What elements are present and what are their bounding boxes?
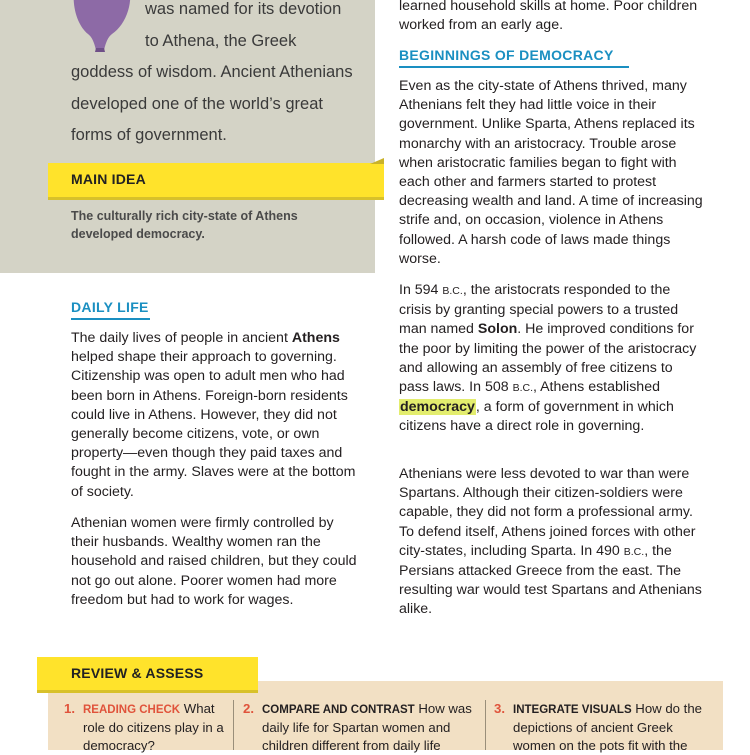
question-1-label: READING CHECK bbox=[83, 704, 181, 716]
era-label: B.C. bbox=[442, 285, 463, 297]
question-1-text: What role do citizens play in a democracy? bbox=[83, 701, 224, 753]
question-3-text: How do the depictions of ancient Greek women on the pots fit with the bbox=[513, 701, 703, 753]
text-span: , a form of government in which citizens have a direct role in governing. bbox=[399, 399, 674, 435]
banner-fold bbox=[370, 158, 384, 164]
text-span: , the Persians attacked Greece from the east. The resulting war would test Spartans and Athenians alike. bbox=[399, 542, 702, 618]
question-1 bbox=[64, 700, 227, 755]
term-athens: Athens bbox=[291, 330, 340, 346]
text-span: In 594 bbox=[399, 282, 443, 298]
democracy-paragraph-1: Even as the city-state of Athens thrived, many Athenians felt they had little voice in their government. Unlike Sparta, Athens replaced its monarchy with an aristocracy. Trouble arose when aristocratic families began to fight with each other and farmers started to protest decreasing wealth and land. A time of increasing strife and, on occasion, violence in Athens followed. A harsh code of laws made things worse. bbox=[399, 78, 703, 267]
vocab-democracy-highlight: democracy bbox=[400, 399, 475, 416]
text-span: , the aristocrats responded to the crisis by granting special powers to a trusted man named bbox=[399, 282, 679, 338]
right-top-text: learned household skills at home. Poor children worked from an early age. bbox=[399, 0, 698, 34]
review-assess-label: REVIEW & ASSESS bbox=[71, 665, 204, 681]
text-span: The daily lives of people in ancient bbox=[71, 330, 292, 346]
daily-life-underline bbox=[71, 318, 150, 320]
question-3-number: 3. bbox=[494, 701, 505, 716]
democracy-paragraph-2 bbox=[399, 281, 704, 437]
term-solon: Solon bbox=[477, 321, 518, 338]
question-divider bbox=[485, 700, 486, 750]
text-span: . He improved conditions for the poor by limiting the power of the aristocracy and allowing an assembly of free citizens to pass laws. In 508 bbox=[399, 321, 697, 396]
text-span: Athenians were less devoted to war than were Spartans. Although their citizen-soldiers were capable, they did not form a professional army. To defend itself, Athens joined forces with other city-states, including Sparta. In 490 bbox=[399, 466, 696, 559]
question-2-label: COMPARE AND CONTRAST bbox=[262, 704, 415, 716]
question-2-number: 2. bbox=[243, 701, 254, 716]
intro-line-2: to Athena, the Greek bbox=[145, 31, 297, 50]
main-idea-text: The culturally rich city-state of Athens developed democracy. bbox=[71, 209, 298, 241]
main-idea-label: MAIN IDEA bbox=[71, 171, 146, 187]
question-2 bbox=[243, 700, 482, 755]
question-2-text: How was daily life for Spartan women and children different from daily life bbox=[262, 701, 472, 753]
question-3 bbox=[494, 700, 713, 755]
question-3-label: INTEGRATE VISUALS bbox=[513, 704, 632, 716]
beginnings-underline bbox=[399, 66, 629, 68]
daily-life-paragraph-1 bbox=[71, 329, 363, 502]
daily-life-paragraph-2: Athenian women were firmly controlled by their husbands. Wealthy women ran the household and raised children, but they could not go out alone. Poorer women had more freedom but had to work for wages. bbox=[71, 515, 357, 608]
beginnings-of-democracy-heading: BEGINNINGS OF DEMOCRACY bbox=[399, 47, 614, 63]
era-label: B.C. bbox=[512, 382, 533, 395]
question-1-number: 1. bbox=[64, 701, 75, 716]
intro-line-1: was named for its devotion bbox=[145, 0, 342, 18]
intro-rest: goddess of wisdom. Ancient Athenians developed one of the world’s great forms of government. bbox=[71, 63, 353, 144]
daily-life-heading: DAILY LIFE bbox=[71, 299, 149, 315]
question-divider bbox=[233, 700, 234, 750]
intro-text bbox=[71, 0, 363, 152]
democracy-paragraph-3 bbox=[399, 465, 704, 620]
text-span: , Athens established bbox=[532, 379, 660, 396]
era-label: B.C. bbox=[623, 545, 645, 558]
text-span: helped shape their approach to governing. Citizenship was open to adult men who had been born in Athens. Foreign-born residents could live in Athens. However, they did not generally become citizens, vote, or own property—even though they paid taxes and fought in the army. Slaves were at the bottom of society. bbox=[71, 349, 356, 500]
